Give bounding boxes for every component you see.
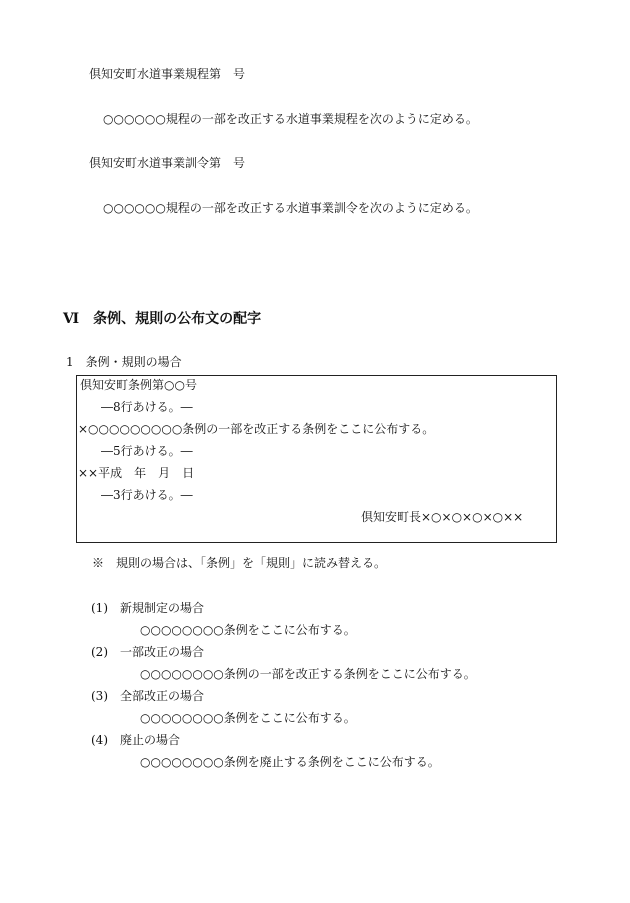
case-2-text: ○○○○○○○○条例の一部を改正する条例をここに公布する。 [140, 667, 476, 681]
case-2-label: (2) 一部改正の場合 [91, 645, 204, 659]
box-promulgation-sentence: ×○○○○○○○○○条例の一部を改正する条例をここに公布する。 [78, 422, 435, 436]
box-spacing-3: ―3行あける。― [101, 488, 193, 502]
case-3-text: ○○○○○○○○条例をここに公布する。 [140, 711, 356, 725]
box-spacing-5: ―5行あける。― [101, 444, 193, 458]
note: ※ 規則の場合は、「条例」を「規則」に読み替える。 [92, 556, 387, 570]
regulation-number: 倶知安町水道事業規程第 号 [89, 67, 246, 81]
case-3-label: (3) 全部改正の場合 [91, 689, 204, 703]
box-mayor-signature: 倶知安町長×○×○×○×○×× [361, 510, 524, 524]
case-4-label: (4) 廃止の場合 [91, 733, 180, 747]
case-1-text: ○○○○○○○○条例をここに公布する。 [140, 623, 356, 637]
box-date: ××平成 年 月 日 [78, 466, 195, 480]
regulation-sentence: ○○○○○○規程の一部を改正する水道事業規程を次のように定める。 [103, 112, 478, 126]
case-4-text: ○○○○○○○○条例を廃止する条例をここに公布する。 [140, 755, 440, 769]
instruction-sentence: ○○○○○○規程の一部を改正する水道事業訓令を次のように定める。 [103, 201, 478, 215]
instruction-number: 倶知安町水道事業訓令第 号 [89, 156, 246, 170]
section-heading: Ⅵ 条例、規則の公布文の配字 [63, 311, 262, 327]
box-ordinance-number: 倶知安町条例第○○号 [80, 378, 197, 392]
box-spacing-8: ―8行あける。― [101, 400, 193, 414]
subsection-heading: 1 条例・規則の場合 [66, 355, 182, 369]
case-1-label: (1) 新規制定の場合 [91, 601, 204, 615]
